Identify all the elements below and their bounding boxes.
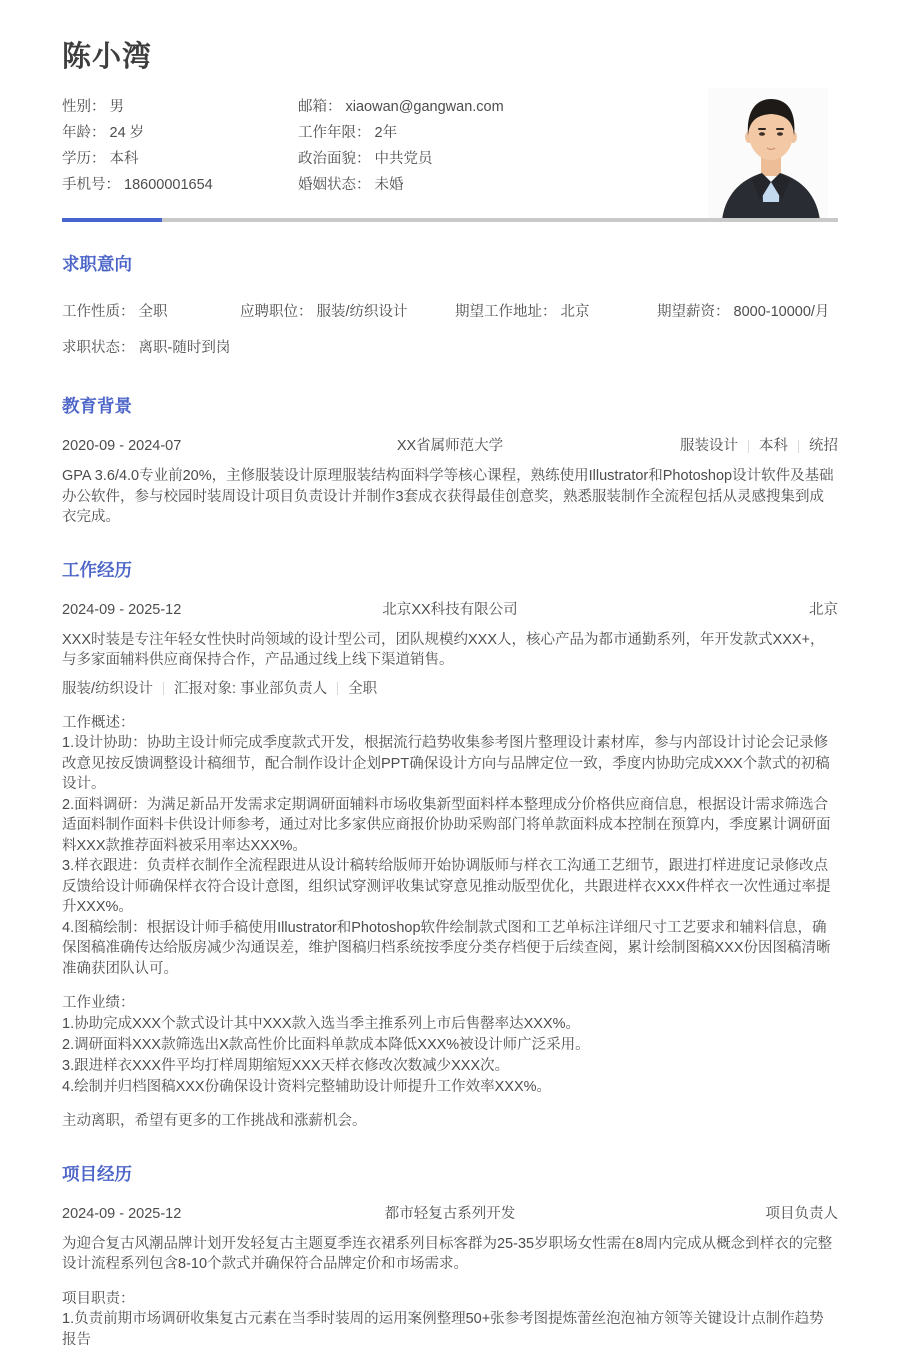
- info-field-age: [62, 120, 298, 146]
- info-field-political-status: [298, 146, 622, 172]
- divider-pipe: [163, 682, 164, 695]
- work-company-intro: XXX时装是专注年轻女性快时尚领域的设计型公司，团队规模约XXX人，核心产品为都市通勤系列，年开发款式XXX+，与多家面辅料供应商保持合作，产品通过线上线下渠道销售。: [62, 630, 838, 671]
- project-role: 项目负责人: [622, 1204, 838, 1224]
- work-overview-item: 4.图稿绘制：根据设计师手稿使用Illustrator和Photoshop软件绘制款式图和工艺单标注详细尺寸工艺要求和辅料信息，确保图稿准确传达给版房减少沟通误差，维护图稿归档系统按季度分类存档便于后续查阅，累计绘制图稿XXX份因图稿清晰准确获团队认可。: [62, 918, 838, 980]
- info-field-marital-status: [298, 172, 622, 198]
- education-tags: [622, 436, 838, 456]
- work-company: 北京XX科技有限公司: [278, 600, 623, 620]
- work-location: 北京: [622, 600, 838, 620]
- info-field-experience-years: [298, 120, 622, 146]
- info-field-gender: [62, 94, 298, 120]
- field-value: 中共党员: [375, 151, 433, 167]
- section-title-education: 教育背景: [62, 394, 838, 418]
- header-divider-accent: [62, 218, 162, 222]
- work-overview-item: 3.样衣跟进：负责样衣制作全流程跟进从设计稿转给版师开始协调版师与样衣工沟通工艺细节，跟进打样进度记录修改点反馈给设计师确保样衣符合设计意图，组织试穿测评收集试穿意见推动版型优化，共跟进样衣XXX件样衣一次性通过率提升XXX%。: [62, 856, 838, 918]
- work-position: 服装/纺织设计: [62, 679, 153, 699]
- job-intent-row: [62, 302, 838, 322]
- field-value: 未婚: [375, 177, 404, 193]
- resume-page: [0, 40, 900, 1350]
- field-label: 工作年限：: [298, 125, 371, 141]
- work-meta-row: [62, 679, 838, 699]
- field-value: 2年: [375, 125, 398, 141]
- field-label: 邮箱：: [298, 99, 342, 115]
- work-achievements-block: [62, 993, 838, 1098]
- work-overview-block: [62, 713, 838, 980]
- education-school: XX省属师范大学: [278, 436, 623, 456]
- field-label: 婚姻状态：: [298, 177, 371, 193]
- work-report-to: 汇报对象: 事业部负责人: [174, 679, 327, 699]
- section-title-project-experience: 项目经历: [62, 1162, 838, 1186]
- field-label: 手机号：: [62, 177, 120, 193]
- field-value: 18600001654: [124, 177, 213, 193]
- field-value: 男: [110, 99, 125, 115]
- project-period: 2024-09 - 2025-12: [62, 1204, 278, 1224]
- work-employment-type: 全职: [348, 679, 377, 699]
- field-label: 应聘职位：: [240, 304, 313, 320]
- project-intro: 为迎合复古风潮品牌计划开发轻复古主题夏季连衣裙系列目标客群为25-35岁职场女性需在8周内完成从概念到样衣的完整设计流程系列包含8-10个款式并确保符合品牌定价和市场需求。: [62, 1234, 838, 1275]
- work-entry-row: [62, 600, 838, 620]
- work-period: 2024-09 - 2025-12: [62, 600, 278, 620]
- section-title-work-experience: 工作经历: [62, 558, 838, 582]
- divider-pipe: [798, 440, 799, 453]
- field-label: 性别：: [62, 99, 106, 115]
- field-label: 年龄：: [62, 125, 106, 141]
- project-duties-block: [62, 1289, 838, 1350]
- portrait-photo-illustration: [708, 88, 828, 220]
- education-admission-type: 统招: [809, 436, 838, 456]
- work-leaving-note: 主动离职，希望有更多的工作挑战和涨薪机会。: [62, 1111, 838, 1132]
- work-achievement-item: 1.协助完成XXX个款式设计其中XXX款入选当季主推系列上市后售罄率达XXX%。: [62, 1014, 838, 1035]
- field-value: 离职-随时到岗: [139, 340, 231, 356]
- field-value: 24 岁: [110, 125, 145, 141]
- job-status-row: [62, 338, 838, 358]
- education-degree: 本科: [759, 436, 788, 456]
- field-label: 学历：: [62, 151, 106, 167]
- field-label: 期望薪资：: [657, 304, 730, 320]
- field-value: 北京: [561, 304, 590, 320]
- field-label: 工作性质：: [62, 304, 135, 320]
- portrait-photo: [708, 88, 828, 220]
- header-divider: [62, 218, 838, 222]
- project-duty-item: 1.负责前期市场调研收集复古元素在当季时装周的运用案例整理50+张参考图提炼蕾丝泡泡袖方领等关键设计点制作趋势报告: [62, 1309, 838, 1350]
- intent-field-target-location: [455, 302, 657, 322]
- intent-field-target-position: [240, 302, 455, 322]
- work-achievements-title: 工作业绩：: [62, 993, 838, 1014]
- field-label: 期望工作地址：: [455, 304, 557, 320]
- section-title-job-intent: 求职意向: [62, 252, 838, 276]
- divider-pipe: [337, 682, 338, 695]
- field-value: 全职: [139, 304, 168, 320]
- intent-field-expected-salary: [657, 302, 838, 322]
- project-name: 都市轻复古系列开发: [278, 1204, 623, 1224]
- project-duties-title: 项目职责：: [62, 1289, 838, 1310]
- basic-info-grid: [62, 94, 622, 198]
- intent-field-job-type: [62, 302, 240, 322]
- info-field-degree: [62, 146, 298, 172]
- education-major: 服装设计: [680, 436, 738, 456]
- work-overview-title: 工作概述：: [62, 713, 838, 734]
- work-overview-item: 2.面料调研：为满足新品开发需求定期调研面辅料市场收集新型面料样本整理成分价格供应商信息，根据设计需求筛选合适面料制作面料卡供设计师参考，通过对比多家供应商报价协助采购部门将单款面料成本控制在预算内，季度累计调研面料XXX款推荐面料被采用率达XXX%。: [62, 795, 838, 857]
- field-value: 8000-10000/月: [734, 304, 830, 320]
- field-label: 求职状态：: [62, 340, 135, 356]
- info-field-email: [298, 94, 622, 120]
- education-description: GPA 3.6/4.0专业前20%，主修服装设计原理服装结构面料学等核心课程，熟练使用Illustrator和Photoshop设计软件及基础办公软件，参与校园时装周设计项目负责设计并制作3套成衣获得最佳创意奖，熟悉服装制作全流程包括从灵感搜集到成衣完成。: [62, 466, 838, 528]
- work-overview-item: 1.设计协助：协助主设计师完成季度款式开发，根据流行趋势收集参考图片整理设计素材库，参与内部设计讨论会记录修改意见按反馈调整设计稿细节，配合制作设计企划PPT确保设计方向与品牌定位一致，季度内协助完成XXX个款式的初稿设计。: [62, 733, 838, 795]
- work-achievement-item: 2.调研面料XXX款筛选出X款高性价比面料单款成本降低XXX%被设计师广泛采用。: [62, 1035, 838, 1056]
- field-value: xiaowan@gangwan.com: [346, 99, 504, 115]
- education-period: 2020-09 - 2024-07: [62, 436, 278, 456]
- candidate-name: 陈小湾: [62, 40, 838, 74]
- field-value: 服装/纺织设计: [317, 304, 408, 320]
- divider-pipe: [748, 440, 749, 453]
- work-achievement-item: 3.跟进样衣XXX件平均打样周期缩短XXX天样衣修改次数减少XXX次。: [62, 1056, 838, 1077]
- field-value: 本科: [110, 151, 139, 167]
- education-entry-row: [62, 436, 838, 456]
- project-entry-row: [62, 1204, 838, 1224]
- field-label: 政治面貌：: [298, 151, 371, 167]
- work-achievement-item: 4.绘制并归档图稿XXX份确保设计资料完整辅助设计师提升工作效率XXX%。: [62, 1077, 838, 1098]
- info-field-phone: [62, 172, 298, 198]
